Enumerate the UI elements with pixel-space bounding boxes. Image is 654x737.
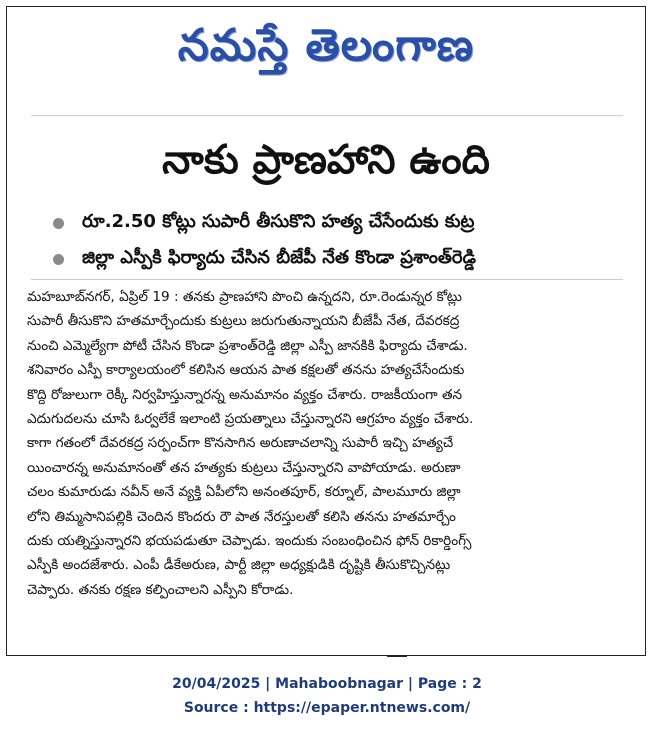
subheading-item bbox=[53, 205, 623, 241]
body-line: శనివారం ఎస్పీ కార్యాలయంలో కలిసిన ఆయన పాత కక్షలతో తనను హత్యచేసేందుకు bbox=[27, 362, 465, 379]
subheading-divider bbox=[31, 279, 623, 280]
body-line: లోని తిమ్మసానిపల్లికి చెందిన కొందరు రౌ పాత నేరస్తులతో కలిసి తనను హతమార్చేం bbox=[27, 508, 456, 525]
article-clipping bbox=[6, 6, 646, 656]
body-line: చలం కుమారుడు నవీన్ అనే వ్యక్తి ఏపీలోని అనంతపూర్, కర్నూల్, పాలమూరు జిల్లా bbox=[27, 484, 461, 501]
body-line: చెప్పారు. తనకు రక్షణ కల్పించాలని ఎస్పీని కోరాడు. bbox=[27, 581, 294, 598]
footer-date-edition: 20/04/2025 | Mahaboobnagar | Page : 2 bbox=[172, 676, 482, 692]
article-headline: నాకు ప్రాణహాని ఉంది bbox=[162, 137, 490, 183]
column-end-mark bbox=[387, 655, 407, 661]
body-line: యించారన్న అనుమానంతో తన హత్యకు కుట్రలు చేస్తున్నారని వాపోయాడు. అరుణా bbox=[27, 459, 461, 476]
article-body bbox=[27, 285, 635, 602]
body-line: కాగా గతంలో దేవరకద్ర సర్పంచ్‌గా కొనసాగిన అరుణాచలాన్ని సుపారీ ఇచ్చి హత్యచే bbox=[27, 435, 454, 452]
body-line: ఎదుగుదలను చూసి ఓర్వలేకే ఇలాంటి ప్రయత్నాలు చేస్తున్నారని ఆగ్రహం వ్యక్తం చేశారు. bbox=[27, 411, 474, 428]
subheadings-list bbox=[53, 205, 623, 277]
subheading-item bbox=[53, 241, 623, 277]
masthead-divider bbox=[31, 115, 623, 116]
bullet-icon bbox=[53, 218, 64, 229]
body-line: మహబూబ్‌నగర్, ఏప్రిల్ 19 : తనకు ప్రాణహాని పొంచి ఉన్నదని, రూ.రెండున్నర కోట్లు bbox=[27, 289, 462, 305]
body-line: ఎస్పీకి అందజేశారు. ఎంపీ డీకేఅరుణ, పార్టీ జిల్లా అధ్యక్షుడికి దృష్టికి తీసుకొచ్చినట్లు bbox=[27, 557, 451, 574]
body-line: సుపారీ తీసుకొని హతమార్చేందుకు కుట్రలు జరుగుతున్నాయని బీజేపీ నేత, దేవరకద్ర bbox=[27, 313, 460, 330]
subheading-text: జిల్లా ఎస్పీకి ఫిర్యాదు చేసిన బీజేపీ నేత కొండా ప్రశాంత్‌రెడ్డి bbox=[82, 246, 476, 268]
subheading-text: రూ.2.50 కోట్లు సుపారీ తీసుకొని హత్య చేసేందుకు కుట్ర bbox=[82, 210, 475, 232]
body-line: కొద్ది రోజులుగా రెక్కీ నిర్వహిస్తున్నారన్న అనుమానం వ్యక్తం చేశారు. రాజకీయంగా తన bbox=[27, 386, 463, 403]
body-line: దుకు యత్నిస్తున్నారని భయపడుతూ చెప్పాడు. ఇందుకు సంబంధించిన ఫోన్ రికార్డింగ్స్ bbox=[27, 533, 472, 550]
newspaper-masthead: నమస్తే తెలంగాణ bbox=[177, 20, 475, 71]
footer-source[interactable]: Source : https://epaper.ntnews.com/ bbox=[183, 700, 471, 716]
body-line: నుంచి ఎమ్మెల్యేగా పోటీ చేసిన కొండా ప్రశాంత్‌రెడ్డి జిల్లా ఎస్పీ జానకికి ఫిర్యాదు చేశాడు. bbox=[27, 337, 468, 354]
bullet-icon bbox=[53, 254, 64, 265]
